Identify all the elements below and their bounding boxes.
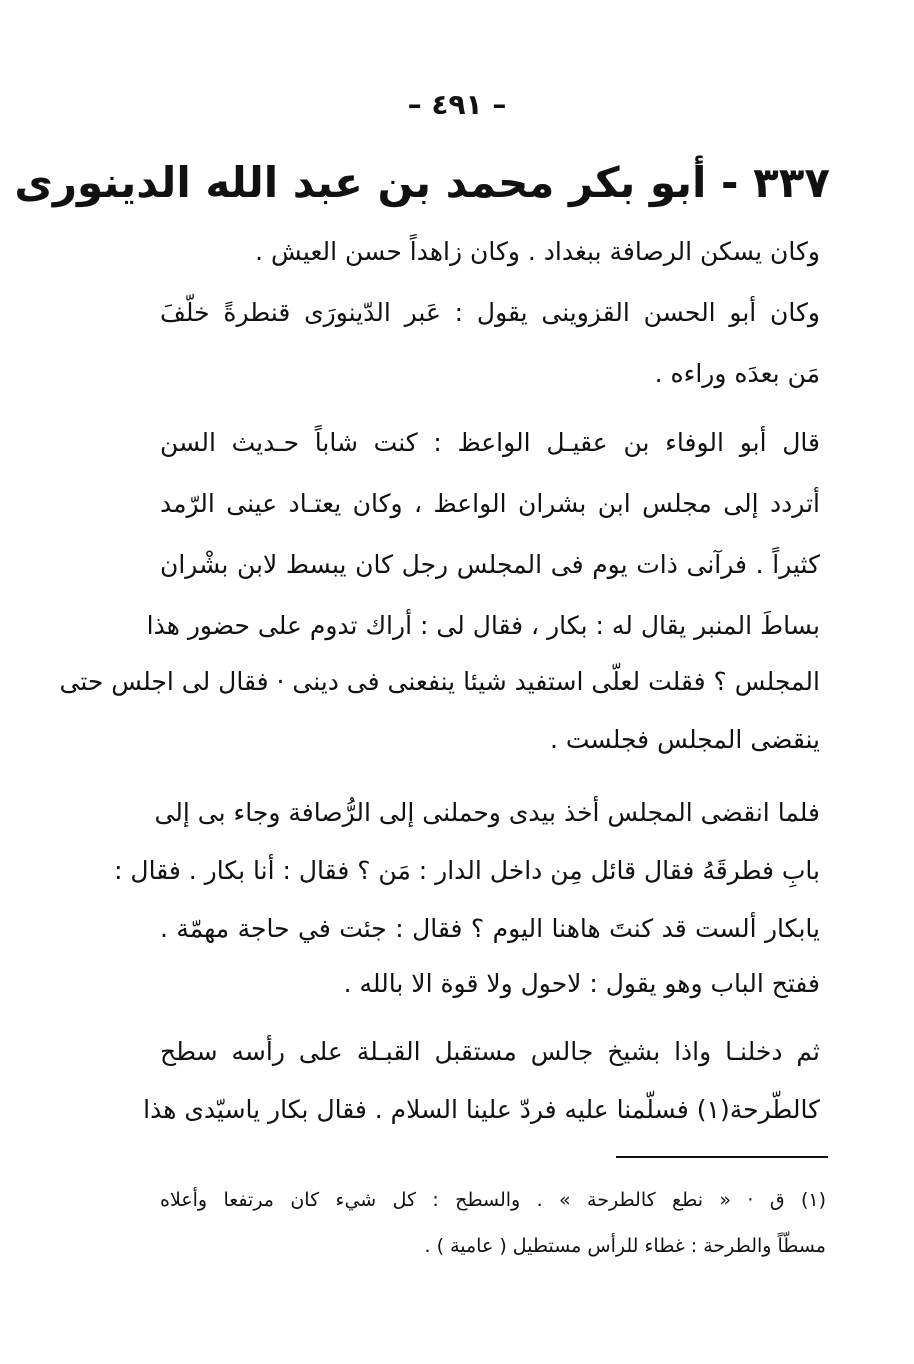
text-line: مَن بعدَه وراءه . (654, 359, 820, 388)
text-line: ينقضى المجلس فجلست . (550, 725, 820, 754)
footnote-line: مسطّاً والطرحة : غطاء للرأس مستطيل ( عامية ) . (424, 1235, 826, 1257)
text-line: أتردد إلى مجلس ابن بشران الواعظ ، وكان يعتـاد عينى الرّمد (160, 489, 820, 518)
footnote-divider (616, 1156, 828, 1158)
text-line: ففتح الباب وهو يقول : لاحول ولا قوة الا بالله . (343, 969, 820, 998)
text-line: وكان يسكن الرصافة ببغداد . وكان زاهداً حسن العيش . (255, 237, 820, 266)
text-line: المجلس ؟ فقلت لعلّى استفيد شيئا ينفعنى فى دينى · فقال لى اجلس حتى (59, 667, 820, 696)
entry-heading: ٣٣٧ - أبو بكر محمد بن عبد الله الدينورى (14, 158, 830, 207)
text-line: وكان أبو الحسن القزوينى يقول : عَبر الدّينورَى قنطرةً خلّفَ (160, 298, 820, 327)
text-line: بساطَ المنبر يقال له : بكار ، فقال لى : أراك تدوم على حضور هذا (146, 611, 820, 640)
text-line: قال أبو الوفاء بن عقيـل الواعظ : كنت شاباً حـديث السن (160, 428, 820, 457)
text-line: ثم دخلنـا واذا بشيخ جالس مستقبل القبـلة على رأسه سطح (160, 1037, 820, 1066)
text-line: كالطّرحة(١) فسلّمنا عليه فردّ علينا السلام . فقال بكار ياسيّدى هذا (143, 1095, 820, 1124)
page-number: – ٤٩١ – (407, 88, 507, 121)
text-line: فلما انقضى المجلس أخذ بيدى وحملنى إلى الرُّصافة وجاء بى إلى (154, 798, 820, 827)
text-line: يابكار ألست قد كنتَ هاهنا اليوم ؟ فقال : جئت في حاجة مهمّة . (160, 914, 820, 943)
footnote-line: (١) ق · « نطع كالطرحة » . والسطح : كل شيء كان مرتفعا وأعلاه (160, 1189, 826, 1211)
text-line: بابِ فطرقَهُ فقال قائل مِن داخل الدار : مَن ؟ فقال : أنا بكار . فقال : (114, 856, 820, 885)
text-line: كثيراً . فرآنى ذات يوم فى المجلس رجل كان يبسط لابن بشْران (160, 550, 820, 579)
